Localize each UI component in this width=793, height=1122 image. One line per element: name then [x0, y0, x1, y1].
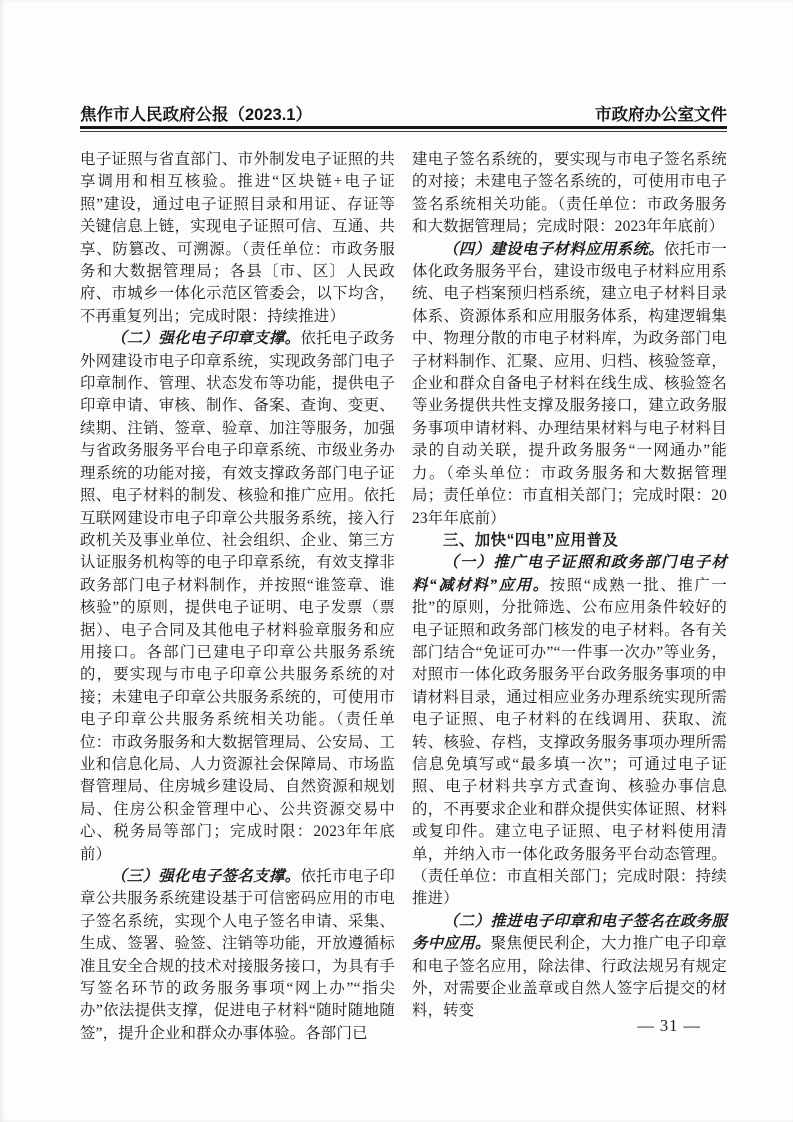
text-run: 依托市一体化政务服务平台，建设市级电子材料应用系统、电子档案预归档系统，建立电子材料目录体系、资源体系和应用服务体系，构建逻辑集中、物理分散的市电子材料库，为政务部门电子材料制作、汇聚、应用、归档、核验签章，企业和群众自备电子材料在线生成、核验签名等业务提供共性支撑及服务接口，建立政务服务事项申请材料、办理结果材料与电子材料目录的自动关联，提升政务服务“一网通办”能力。（牵头单位：市政务服务和大数据管理局；责任单位：市直相关部门；完成时限：2023年年底前）	[412, 240, 727, 527]
paragraph	[80, 149, 395, 328]
text-run: 按照“成熟一批、推广一批”的原则，分批筛选、公布应用条件较好的电子证照和政务部门核发的电子材料。各有关部门结合“免证可办”“一件事一次办”等业务，对照市一体化政务服务平台政务服务事项的申请材料目录，通过相应业务办理系统实现所需电子证照、电子材料的在线调用、获取、流转、核验、存档，支撑政务服务事项办理所需信息免填写或“最多填一次”；可通过电子证照、电子材料共享方式查询、核验办事信息的，不再要求企业和群众提供实体证照、材料或复印件。建立电子证照、电子材料使用清单，并纳入市一体化政务服务平台动态管理。（责任单位：市直相关部门；完成时限：持续推进）	[412, 576, 727, 908]
text-run: 电子证照与省直部门、市外制发电子证照的共享调用和相互核验。推进“区块链+电子证照”建设，通过电子证照目录和用证、存证等关键信息上链，实现电子证照可信、互通、共享、防篡改、可溯源。（责任单位：市政务服务和大数据管理局；各县〔市、区〕人民政府、市城乡一体化示范区管委会，以下均含，不再重复列出；完成时限：持续推进）	[80, 151, 395, 325]
document-body	[80, 149, 727, 1045]
text-run: 三、加快“四电”应用普及	[443, 531, 619, 549]
paragraph	[412, 149, 727, 239]
text-run: 依托市电子印章公共服务系统建设基于可信密码应用的市电子签名系统，实现个人电子签名申请、采集、生成、签署、验签、注销等功能，开放遵循标准且安全合规的技术对接服务接口，为具有手写签名环节的政务服务事项“网上办”“指尖办”依法提供支撑，促进电子材料“随时随地随签”，提升企业和群众办事体验。各部门已	[80, 868, 396, 1042]
paragraph	[412, 239, 727, 530]
text-run: 建电子签名系统的，要实现与市电子签名系统的对接；未建电子签名系统的，可使用市电子签名系统相关功能。（责任单位：市政务服务和大数据管理局；完成时限：2023年年底前）	[412, 151, 727, 236]
paragraph-lead: （四）建设电子材料应用系统。	[443, 240, 665, 258]
header-rule-thin-line	[80, 131, 727, 132]
paragraph-lead: （一）推广电子证照和政务部门电子材料“减材料”应用。	[412, 554, 727, 594]
header-gazette-title: 焦作市人民政府公报（2023.1）	[80, 106, 312, 124]
header-rule-thick-line	[80, 126, 727, 129]
header-rule	[80, 126, 727, 132]
paragraph-lead: （二）强化电子印章支撑。	[111, 330, 301, 348]
page-number: — 31 —	[637, 1016, 701, 1035]
paragraph	[412, 911, 727, 1023]
paragraph-lead: （二）推进电子印章和电子签名在政务服务中应用。	[412, 912, 727, 953]
right-column	[412, 149, 727, 1045]
page-header	[80, 101, 727, 125]
text-run: 依托电子政务外网建设市电子印章系统，实现政务部门电子印章制作、管理、状态发布等功能，提供电子印章申请、审核、制作、备案、查询、变更、续期、注销、签章、验章、加注等服务，加强与省政务服务平台电子印章系统、市级业务办理系统的功能对接，有效支撑政务部门电子证照、电子材料的制发、核验和推广应用。依托互联网建设市电子印章公共服务系统，接入行政机关及事业单位、社会组织、企业、第三方认证服务机构等的电子印章系统，有效支撑非政务部门电子材料制作，并按照“谁签章、谁核验”的原则，提供电子证明、电子发票（票据）、电子合同及其他电子材料验章服务和应用接口。各部门已建电子印章公共服务系统的，要实现与市电子印章公共服务系统的对接；未建电子印章公共服务系统的，可使用市电子印章公共服务系统相关功能。（责任单位：市政务服务和大数据管理局、公安局、工业和信息化局、人力资源社会保障局、市场监督管理局、住房城乡建设局、自然资源和规划局、住房公积金管理中心、公共资源交易中心、税务局等部门；完成时限：2023年年底前）	[80, 330, 396, 863]
header-section-label: 市政府办公室文件	[595, 106, 727, 124]
paragraph	[412, 552, 727, 911]
left-column	[80, 149, 395, 1045]
section-heading	[412, 530, 727, 552]
paragraph-lead: （三）强化电子签名支撑。	[111, 868, 301, 885]
paragraph	[80, 328, 395, 866]
text-run: 聚焦便民利企，大力推广电子印章和电子签名应用，除法律、行政法规另有规定外，对需要企业盖章或自然人签字后提交的材料，转变	[412, 935, 727, 1020]
paragraph	[80, 866, 395, 1045]
